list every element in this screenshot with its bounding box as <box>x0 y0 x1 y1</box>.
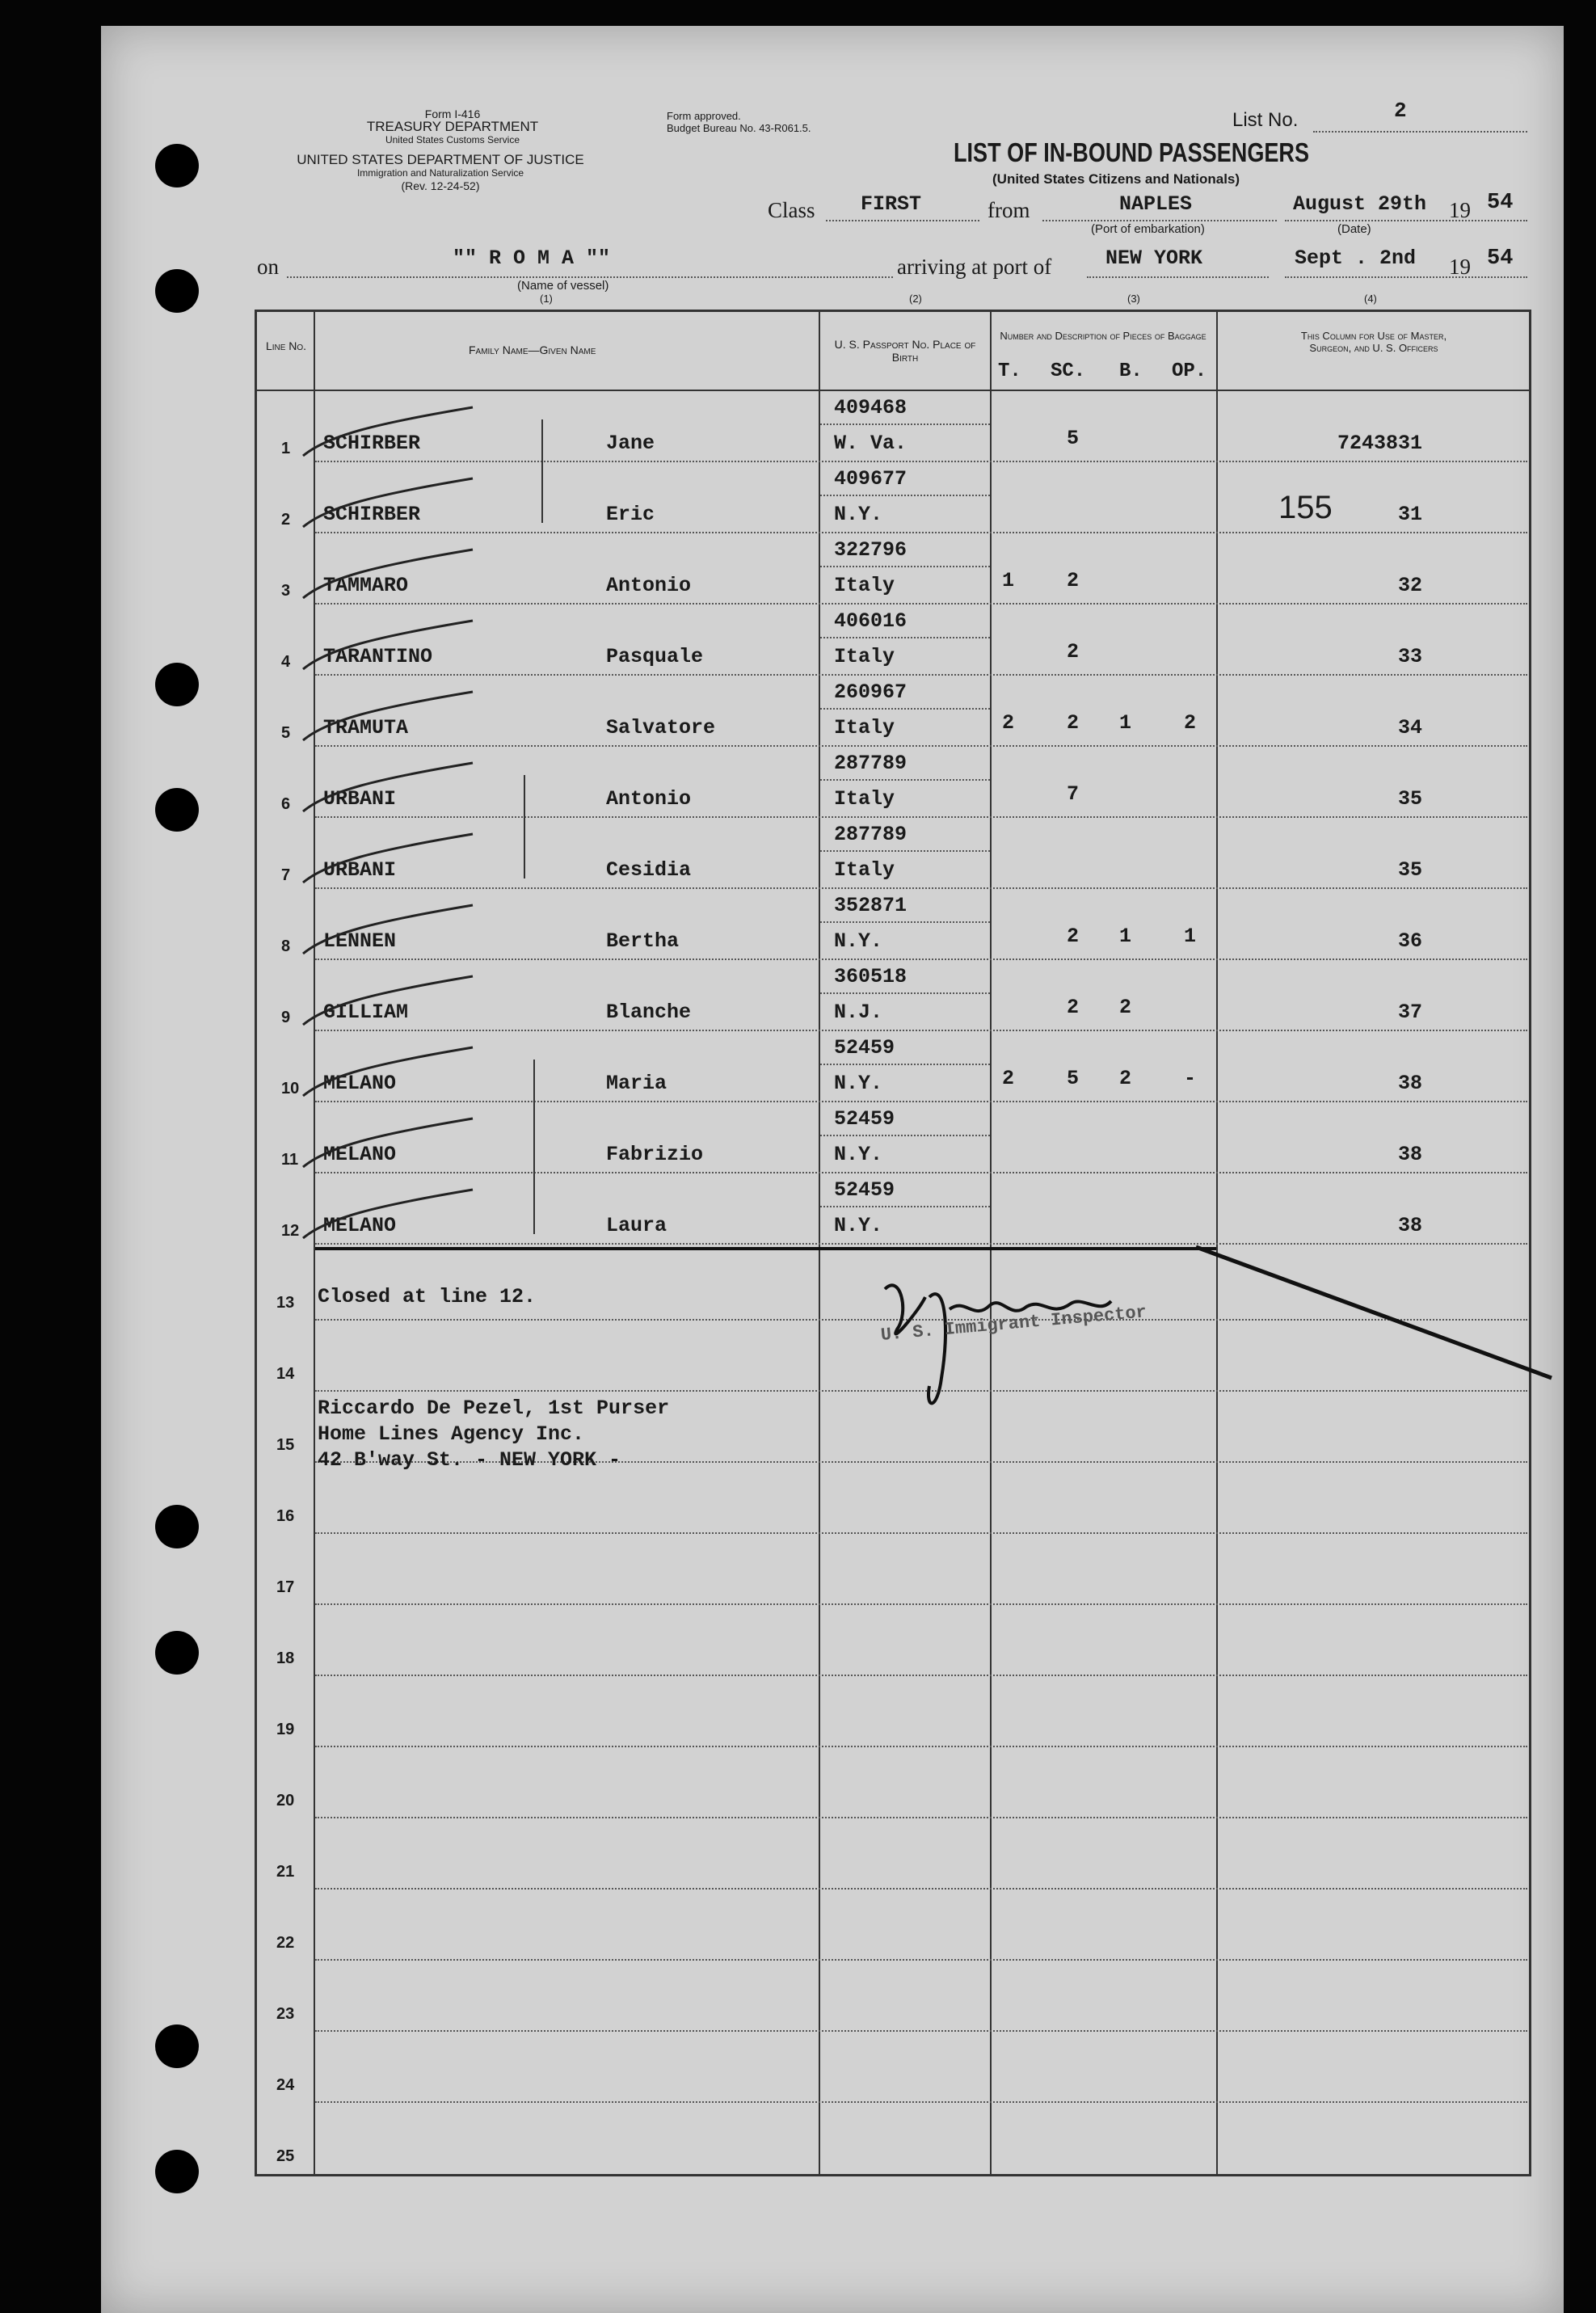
check-mark <box>295 1114 481 1179</box>
passport-number: 360518 <box>834 965 907 988</box>
closed-note: Closed at line 12. <box>318 1285 537 1308</box>
from-label: from <box>987 198 1030 222</box>
check-mark <box>295 759 481 824</box>
line-number: 13 <box>276 1294 295 1312</box>
class-value: FIRST <box>861 192 922 216</box>
check-mark <box>295 688 481 752</box>
col-ref-4: (4) <box>1364 293 1377 305</box>
line-number: 18 <box>276 1649 295 1667</box>
family-name: MELANO <box>323 1143 397 1166</box>
family-name: URBANI <box>323 858 397 882</box>
header-passport: U. S. Passport No. Place of Birth <box>834 338 976 364</box>
baggage-sc: 2 <box>1067 711 1080 735</box>
arrival-date: Sept . 2nd <box>1295 246 1417 270</box>
passport-number: 352871 <box>834 894 907 917</box>
line-number: 9 <box>281 1009 291 1026</box>
given-name: Laura <box>606 1214 667 1237</box>
arriving-label: arriving at port of <box>897 255 1052 279</box>
check-mark <box>295 546 481 610</box>
check-mark <box>295 617 481 681</box>
place-of-birth: N.J. <box>834 1001 883 1024</box>
header-bag-sc: SC. <box>1051 360 1086 382</box>
line-number: 6 <box>281 795 291 813</box>
punch-hole <box>155 144 199 187</box>
officer-number: 33 <box>1397 645 1422 668</box>
dept-justice-sub: Immigration and Naturalization Service <box>356 167 524 179</box>
passport-number: 287789 <box>834 823 907 846</box>
officer-number: 32 <box>1397 574 1422 597</box>
officer-number: 37 <box>1397 1001 1422 1024</box>
baggage-sc: 2 <box>1067 925 1080 948</box>
form-revision: (Rev. 12-24-52) <box>401 179 480 192</box>
line-number: 23 <box>276 2005 295 2023</box>
line-number: 25 <box>276 2147 295 2165</box>
handwritten-155: 155 <box>1278 490 1333 525</box>
header-name: Family Name—Given Name <box>469 343 596 356</box>
baggage-sc: 2 <box>1067 640 1080 664</box>
purser-address: 42 B'way St. - NEW YORK - <box>318 1448 621 1472</box>
family-name: LENNEN <box>323 929 397 953</box>
family-name: SCHIRBER <box>323 503 421 526</box>
baggage-sc: 2 <box>1067 996 1080 1019</box>
list-no-label: List No. <box>1232 109 1299 131</box>
baggage-t: 2 <box>1002 1067 1015 1090</box>
family-name: SCHIRBER <box>323 432 421 455</box>
header-line-no: Line No. <box>265 339 307 352</box>
line-number: 20 <box>276 1792 295 1810</box>
place-of-birth: Italy <box>834 716 895 739</box>
place-of-birth: Italy <box>834 787 895 811</box>
check-mark <box>295 474 481 539</box>
line-number: 7 <box>281 866 291 884</box>
passport-number: 406016 <box>834 609 907 633</box>
year-prefix-2: 19 <box>1449 255 1471 279</box>
family-bracket <box>524 775 525 878</box>
purser-name: Riccardo De Pezel, 1st Purser <box>318 1397 670 1420</box>
family-name: TAMMARO <box>323 574 409 597</box>
arrival-port: NEW YORK <box>1105 246 1203 270</box>
budget-bureau: Budget Bureau No. 43-R061.5. <box>667 122 811 134</box>
baggage-op: - <box>1184 1067 1197 1090</box>
punch-hole <box>155 2150 199 2193</box>
officer-number: 35 <box>1397 858 1422 882</box>
given-name: Jane <box>606 432 655 455</box>
punch-hole <box>155 2024 199 2068</box>
col-ref-3: (3) <box>1127 293 1140 305</box>
line-number: 2 <box>281 511 291 529</box>
passport-number: 260967 <box>834 680 907 704</box>
on-label: on <box>257 255 279 279</box>
punch-hole <box>155 1505 199 1548</box>
passport-number: 52459 <box>834 1107 895 1131</box>
baggage-t: 1 <box>1002 569 1015 592</box>
passport-number: 409468 <box>834 396 907 419</box>
given-name: Maria <box>606 1072 667 1095</box>
check-mark <box>295 830 481 895</box>
class-label: Class <box>768 198 815 222</box>
line-number: 19 <box>276 1721 295 1738</box>
purser-agency: Home Lines Agency Inc. <box>318 1422 585 1446</box>
officer-number: 38 <box>1397 1214 1422 1237</box>
family-name: TARANTINO <box>323 645 433 668</box>
from-caption: (Port of embarkation) <box>1091 222 1205 236</box>
dept-treasury: TREASURY DEPARTMENT <box>366 119 539 134</box>
line-number: 1 <box>281 440 291 457</box>
line-number: 16 <box>276 1507 295 1525</box>
place-of-birth: N.Y. <box>834 503 883 526</box>
punch-hole <box>155 269 199 313</box>
baggage-b: 2 <box>1119 996 1132 1019</box>
given-name: Antonio <box>606 574 692 597</box>
line-number: 15 <box>276 1436 295 1454</box>
dept-treasury-sub: United States Customs Service <box>385 134 520 145</box>
punch-hole <box>155 663 199 706</box>
line-number: 8 <box>281 937 291 955</box>
header-baggage: Number and Description of Pieces of Baggage <box>1000 330 1206 342</box>
place-of-birth: Italy <box>834 645 895 668</box>
header-bag-b: B. <box>1119 360 1143 382</box>
given-name: Bertha <box>606 929 680 953</box>
baggage-b: 2 <box>1119 1067 1132 1090</box>
given-name: Eric <box>606 503 655 526</box>
page-title: LIST OF IN-BOUND PASSENGERS <box>954 137 1310 167</box>
baggage-op: 2 <box>1184 711 1197 735</box>
officer-number: 34 <box>1397 716 1422 739</box>
passport-number: 52459 <box>834 1178 895 1202</box>
year-1: 54 <box>1487 191 1514 215</box>
check-mark <box>295 1186 481 1250</box>
col-ref-1: (1) <box>540 293 553 305</box>
family-name: URBANI <box>323 787 397 811</box>
from-port: NAPLES <box>1119 192 1193 216</box>
family-bracket <box>533 1060 535 1234</box>
list-no-value: 2 <box>1394 99 1407 123</box>
place-of-birth: N.Y. <box>834 929 883 953</box>
line-number: 22 <box>276 1934 295 1952</box>
baggage-sc: 5 <box>1067 427 1080 450</box>
passport-number: 409677 <box>834 467 907 491</box>
place-of-birth: W. Va. <box>834 432 907 455</box>
given-name: Pasquale <box>606 645 704 668</box>
place-of-birth: N.Y. <box>834 1143 883 1166</box>
baggage-t: 2 <box>1002 711 1015 735</box>
baggage-b: 1 <box>1119 925 1132 948</box>
page-subtitle: (United States Citizens and Nationals) <box>992 171 1240 187</box>
header-officers: This Column for Use of Master, Surgeon, and U. S. Officers <box>1300 330 1447 354</box>
form-number: Form I-416 <box>424 107 481 120</box>
year-prefix-1: 19 <box>1449 198 1471 222</box>
line-number: 21 <box>276 1863 295 1881</box>
check-mark <box>295 403 481 468</box>
baggage-b: 1 <box>1119 711 1132 735</box>
line-number: 4 <box>281 653 291 671</box>
family-name: TRAMUTA <box>323 716 409 739</box>
col-ref-2: (2) <box>909 293 922 305</box>
line-number: 3 <box>281 582 291 600</box>
officer-number: 36 <box>1397 929 1422 953</box>
family-name: MELANO <box>323 1214 397 1237</box>
family-bracket <box>541 419 543 523</box>
dept-justice: UNITED STATES DEPARTMENT OF JUSTICE <box>297 152 584 167</box>
line-number: 17 <box>276 1578 295 1596</box>
line-number: 5 <box>281 724 291 742</box>
date-caption: (Date) <box>1337 222 1371 236</box>
vessel-name: "" R O M A "" <box>453 246 611 270</box>
line-number: 14 <box>276 1365 295 1383</box>
officer-number: 38 <box>1397 1072 1422 1095</box>
given-name: Blanche <box>606 1001 692 1024</box>
place-of-birth: N.Y. <box>834 1214 883 1237</box>
given-name: Cesidia <box>606 858 692 882</box>
header-bag-t: T. <box>998 360 1021 382</box>
baggage-sc: 2 <box>1067 569 1080 592</box>
punch-hole <box>155 1631 199 1675</box>
vessel-caption: (Name of vessel) <box>517 279 609 293</box>
line-number: 24 <box>276 2076 295 2094</box>
officer-number: 35 <box>1397 787 1422 811</box>
year-2: 54 <box>1487 246 1514 271</box>
inspector-stamp: U. S. Immigrant Inspector <box>879 1302 1148 1346</box>
purser-block <box>318 1396 669 1473</box>
given-name: Fabrizio <box>606 1143 704 1166</box>
line-number: 12 <box>281 1222 300 1240</box>
officer-number: 31 <box>1397 503 1422 526</box>
passport-number: 52459 <box>834 1036 895 1060</box>
baggage-op: 1 <box>1184 925 1197 948</box>
officer-number: 7243831 <box>1337 432 1422 455</box>
form-approved: Form approved. <box>667 110 741 122</box>
closing-stroke <box>1196 1241 1560 1386</box>
check-mark <box>295 1043 481 1108</box>
family-name: GILLIAM <box>323 1001 409 1024</box>
baggage-sc: 5 <box>1067 1067 1080 1090</box>
departure-date: August 29th <box>1293 192 1427 216</box>
check-mark <box>295 972 481 1037</box>
inspector-signature <box>869 1265 1143 1443</box>
family-name: MELANO <box>323 1072 397 1095</box>
given-name: Salvatore <box>606 716 716 739</box>
officer-number: 38 <box>1397 1143 1422 1166</box>
line-number: 10 <box>281 1080 300 1098</box>
given-name: Antonio <box>606 787 692 811</box>
place-of-birth: N.Y. <box>834 1072 883 1095</box>
place-of-birth: Italy <box>834 858 895 882</box>
passport-number: 322796 <box>834 538 907 562</box>
baggage-sc: 7 <box>1067 782 1080 806</box>
line-number: 11 <box>281 1151 299 1169</box>
punch-hole <box>155 788 199 832</box>
place-of-birth: Italy <box>834 574 895 597</box>
passport-number: 287789 <box>834 752 907 775</box>
header-bag-op: OP. <box>1172 360 1207 382</box>
check-mark <box>295 901 481 966</box>
